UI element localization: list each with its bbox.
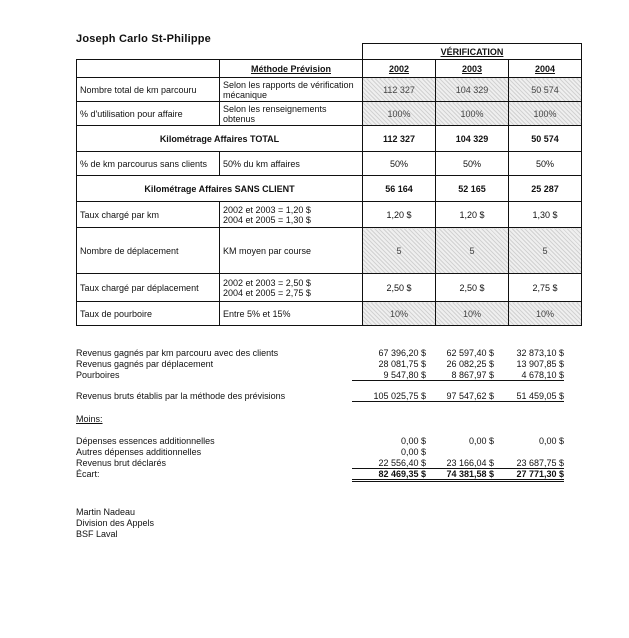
table-row-km-sans-client [77,176,582,202]
revenue-value: 32 873,10 $ [516,348,564,358]
expense-label: Dépenses essences additionnelles [76,436,215,446]
expense-value: 23 166,04 $ [420,458,494,469]
expense-value: 23 687,75 $ [490,458,564,469]
signature-name: Martin Nadeau [76,507,136,517]
cell-value: 1,20 $ [363,202,436,228]
row-method: Selon les renseignements obtenus [220,102,363,126]
cell-value: 2,50 $ [363,274,436,302]
table-row-km-affaires-total [77,126,582,152]
row-method: KM moyen par course [220,228,363,274]
cell-value: 112 327 [363,126,436,152]
year-2003: 2003 [436,60,509,78]
expense-value: 22 556,40 $ [352,458,426,469]
table-row-nb-deplacement [77,228,582,274]
cell-value: 10% [363,302,436,326]
expense-value: 0,00 $ [468,436,494,446]
expense-value: 0,00 $ [400,447,426,457]
signature-division: Division des Appels [76,518,155,528]
ecart-row [76,469,566,481]
revenue-label: Revenus bruts établis par la méthode des prévisions [76,391,286,401]
revenue-value: 105 025,75 $ [352,391,426,402]
moins-label: Moins: [76,414,103,424]
cell-value: 25 287 [509,176,582,202]
expense-label: Revenus brut déclarés [76,458,167,468]
row-label: Taux chargé par km [77,202,220,228]
expense-label: Autres dépenses additionnelles [76,447,202,457]
revenue-row-pourboires [76,370,566,382]
cell-value: 52 165 [436,176,509,202]
ecart-label: Écart: [76,469,100,479]
taxpayer-name: Joseph Carlo St-Philippe [76,33,211,45]
row-label: Kilométrage Affaires SANS CLIENT [77,176,363,202]
revenue-label: Revenus gagnés par km parcouru avec des clients [76,348,279,358]
method-line: 2004 et 2005 = 2,75 $ [223,287,311,298]
revenue-value: 8 867,97 $ [420,370,494,381]
table-row-pct-sans-clients [77,152,582,176]
verification-header: VÉRIFICATION [363,44,582,60]
cell-value: 10% [509,302,582,326]
row-label: Nombre total de km parcouru [77,78,220,102]
method-line: 2004 et 2005 = 1,30 $ [223,214,311,225]
revenue-value: 26 082,25 $ [446,359,494,369]
moins-heading [76,414,566,426]
year-2004: 2004 [509,60,582,78]
ecart-value: 27 771,30 $ [490,469,564,482]
row-method: Selon les rapports de vérification mécanique [220,78,363,102]
cell-value: 5 [509,228,582,274]
row-label: % d'utilisation pour affaire [77,102,220,126]
cell-value: 5 [363,228,436,274]
revenue-value: 62 597,40 $ [446,348,494,358]
table-row-pct-use [77,102,582,126]
cell-value: 50% [363,152,436,176]
table-row-taux-deplacement [77,274,582,302]
row-label: Nombre de déplacement [77,228,220,274]
cell-value: 50% [509,152,582,176]
cell-value: 1,30 $ [509,202,582,228]
cell-value: 50 574 [509,126,582,152]
ecart-value: 74 381,58 $ [420,469,494,482]
table-row-pourboire [77,302,582,326]
revenue-value: 97 547,62 $ [420,391,494,402]
expense-value: 0,00 $ [538,436,564,446]
cell-value: 1,20 $ [436,202,509,228]
revenue-value: 13 907,85 $ [516,359,564,369]
table-row-taux-km [77,202,582,228]
row-method [220,202,363,228]
cell-value: 104 329 [436,78,509,102]
row-label: Kilométrage Affaires TOTAL [77,126,363,152]
row-method [220,274,363,302]
revenue-label: Pourboires [76,370,120,380]
cell-value: 100% [363,102,436,126]
cell-value: 50 574 [509,78,582,102]
cell-value: 2,75 $ [509,274,582,302]
cell-value: 112 327 [363,78,436,102]
revenue-value: 9 547,80 $ [352,370,426,381]
table-row-km-total [77,78,582,102]
cell-value: 10% [436,302,509,326]
cell-value: 100% [509,102,582,126]
revenue-value: 4 678,10 $ [490,370,564,381]
verification-table [76,43,582,326]
cell-value: 2,50 $ [436,274,509,302]
method-header: Méthode Prévision [220,60,363,78]
revenue-row-bruts [76,391,566,403]
revenue-label: Revenus gagnés par déplacement [76,359,214,369]
year-2002: 2002 [363,60,436,78]
row-label: Taux chargé par déplacement [77,274,220,302]
revenue-value: 28 081,75 $ [378,359,426,369]
row-label: % de km parcourus sans clients [77,152,220,176]
expense-value: 0,00 $ [400,436,426,446]
row-method: 50% du km affaires [220,152,363,176]
revenue-value: 67 396,20 $ [378,348,426,358]
row-label: Taux de pourboire [77,302,220,326]
revenue-value: 51 459,05 $ [490,391,564,402]
row-method: Entre 5% et 15% [220,302,363,326]
cell-value: 104 329 [436,126,509,152]
cell-value: 56 164 [363,176,436,202]
method-line: 2002 et 2003 = 1,20 $ [223,204,311,215]
signature-office: BSF Laval [76,529,118,539]
cell-value: 50% [436,152,509,176]
cell-value: 5 [436,228,509,274]
cell-value: 100% [436,102,509,126]
method-line: 2002 et 2003 = 2,50 $ [223,277,311,288]
ecart-value: 82 469,35 $ [352,469,426,482]
